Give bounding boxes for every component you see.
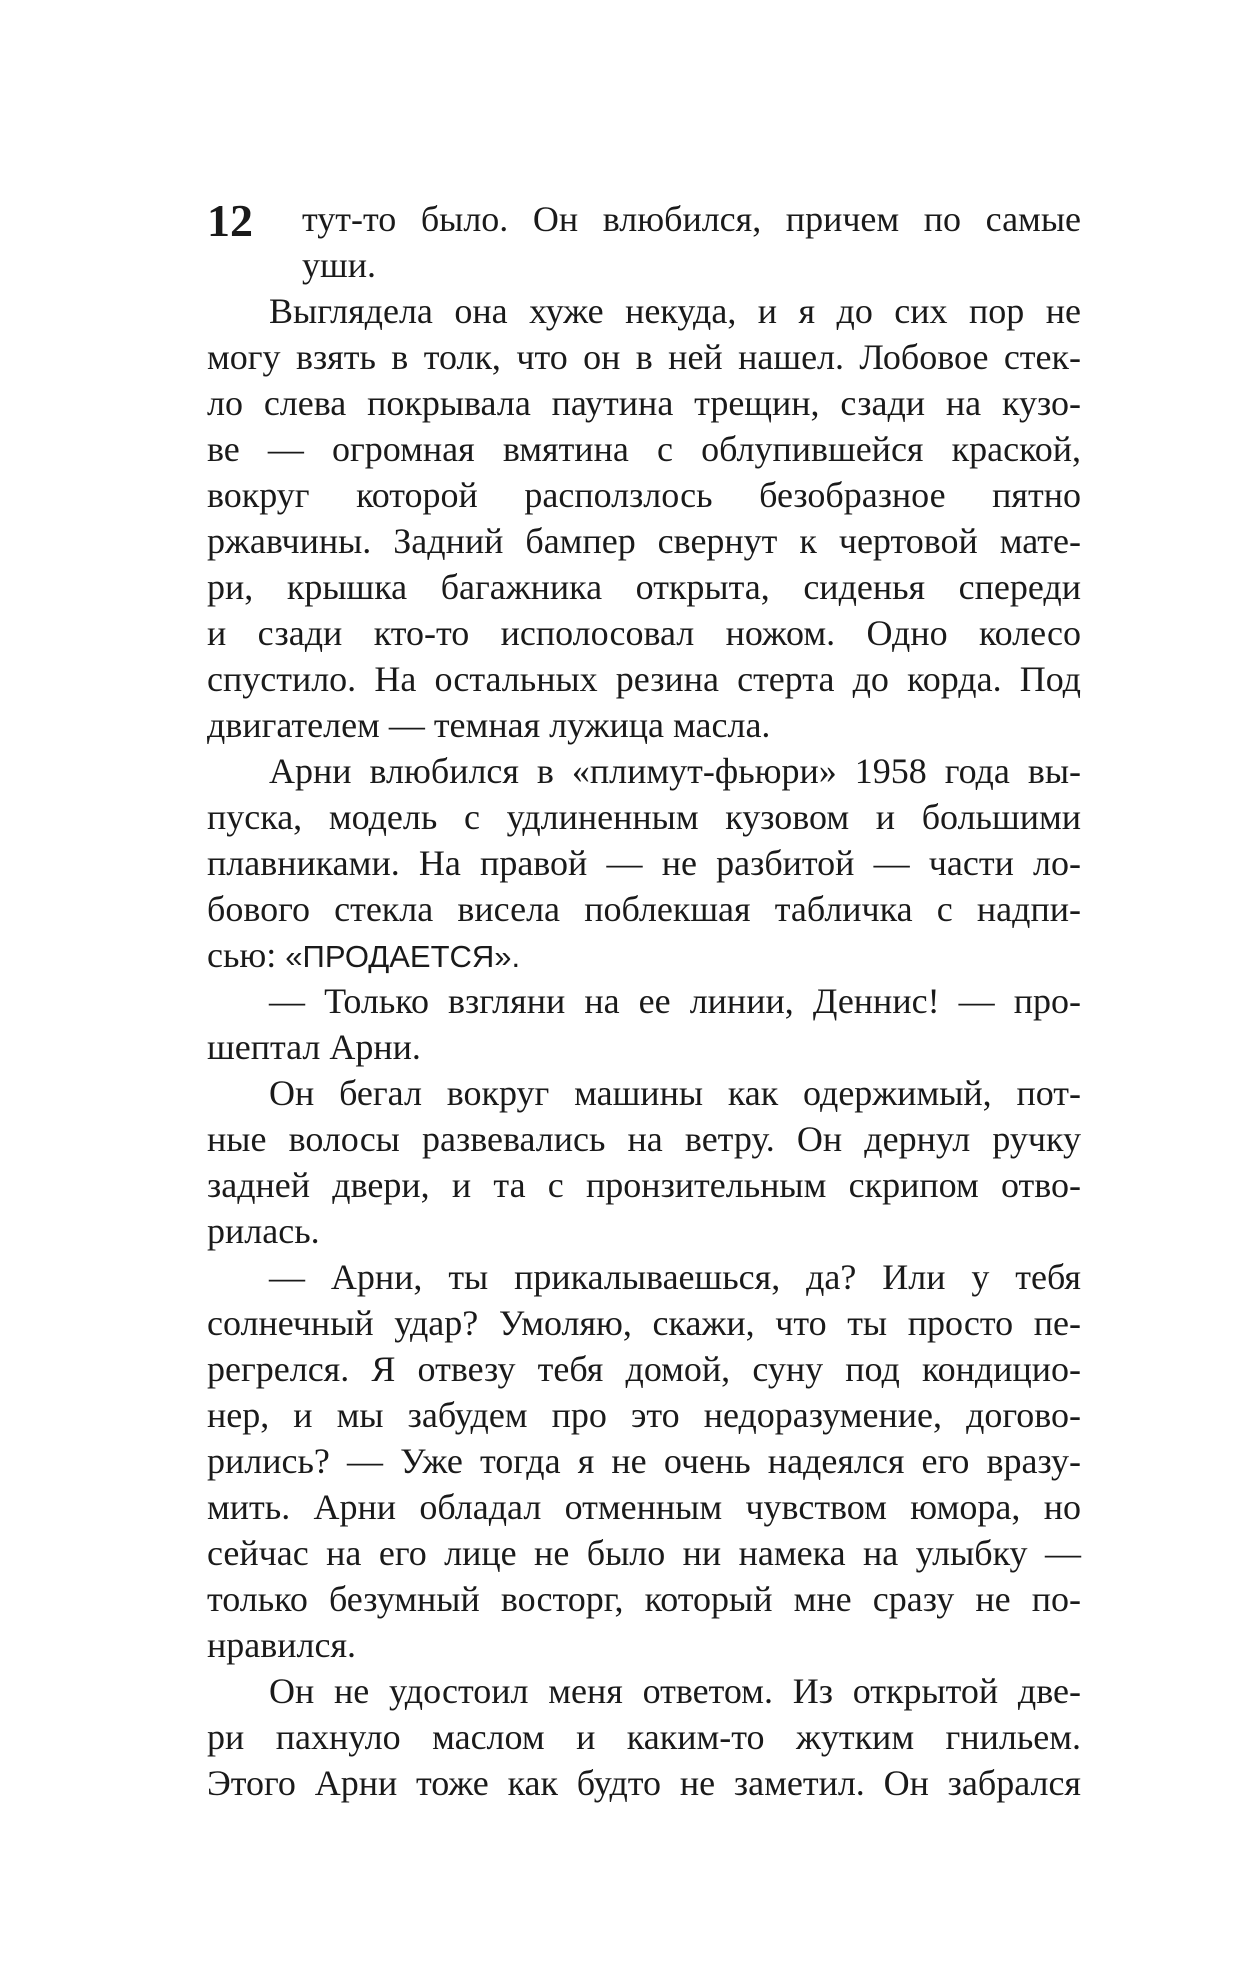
text-line: ри, крышка багажника открыта, сиденья спереди <box>207 567 1081 607</box>
text-line: бового стекла висела поблекшая табличка с надпи- <box>207 889 1081 929</box>
text-line: Он не удостоил меня ответом. Из открытой две- <box>269 1671 1081 1711</box>
text-line: рились? — Уже тогда я не очень надеялся его вразу- <box>207 1441 1081 1481</box>
text-line: мить. Арни обладал отменным чувством юмора, но <box>207 1487 1081 1527</box>
page-number: 12 <box>207 195 253 246</box>
text-line: могу взять в толк, что он в ней нашел. Лобовое стек- <box>207 337 1081 377</box>
text-line: нравился. <box>207 1625 357 1665</box>
text-line: Арни влюбился в «плимут-фьюри» 1958 года вы- <box>269 751 1081 791</box>
text-line: тут-то было. Он влюбился, причем по самые <box>302 199 1081 239</box>
text-line: вокруг которой расползлось безобразное пятно <box>207 475 1081 515</box>
text-line: двигателем — темная лужица масла. <box>207 705 771 745</box>
text-line: Выглядела она хуже некуда, и я до сих пор не <box>269 291 1081 331</box>
body-text <box>207 196 1081 1806</box>
text-line: сейчас на его лице не было ни намека на улыбку — <box>207 1533 1081 1573</box>
text-line: ри пахнуло маслом и каким-то жутким гнильем. <box>207 1717 1081 1757</box>
text-line: спустило. На остальных резина стерта до корда. Под <box>207 659 1081 699</box>
text-line: ло слева покрывала паутина трещин, сзади на кузо- <box>207 383 1081 423</box>
text-line: — Арни, ты прикалываешься, да? Или у тебя <box>269 1257 1081 1297</box>
sign-text: «ПРОДАЕТСЯ». <box>285 939 521 974</box>
text-line: Он бегал вокруг машины как одержимый, пот- <box>269 1073 1081 1113</box>
text-line: ве — огромная вмятина с облупившейся краской, <box>207 429 1081 469</box>
text-line: регрелся. Я отвезу тебя домой, суну под кондицио- <box>207 1349 1081 1389</box>
text-line: ржавчины. Задний бампер свернут к чертовой мате- <box>207 521 1081 561</box>
text-line: только безумный восторг, который мне сразу не по- <box>207 1579 1081 1619</box>
text-line: рилась. <box>207 1211 320 1251</box>
text-line: и сзади кто-то исполосовал ножом. Одно колесо <box>207 613 1081 653</box>
text-line: сью: «ПРОДАЕТСЯ». <box>207 935 521 975</box>
text-line: плавниками. На правой — не разбитой — части ло- <box>207 843 1081 883</box>
text-line: ные волосы развевались на ветру. Он дернул ручку <box>207 1119 1081 1159</box>
text-line: солнечный удар? Умоляю, скажи, что ты просто пе- <box>207 1303 1081 1343</box>
text-line: Этого Арни тоже как будто не заметил. Он забрался <box>207 1763 1081 1803</box>
text-line: шептал Арни. <box>207 1027 421 1067</box>
text-line: уши. <box>302 245 376 285</box>
text-line: нер, и мы забудем про это недоразумение, догово- <box>207 1395 1081 1435</box>
text-line: пуска, модель с удлиненным кузовом и большими <box>207 797 1081 837</box>
text-line: — Только взгляни на ее линии, Деннис! — про- <box>269 981 1081 1021</box>
text-line: задней двери, и та с пронзительным скрипом отво- <box>207 1165 1081 1205</box>
